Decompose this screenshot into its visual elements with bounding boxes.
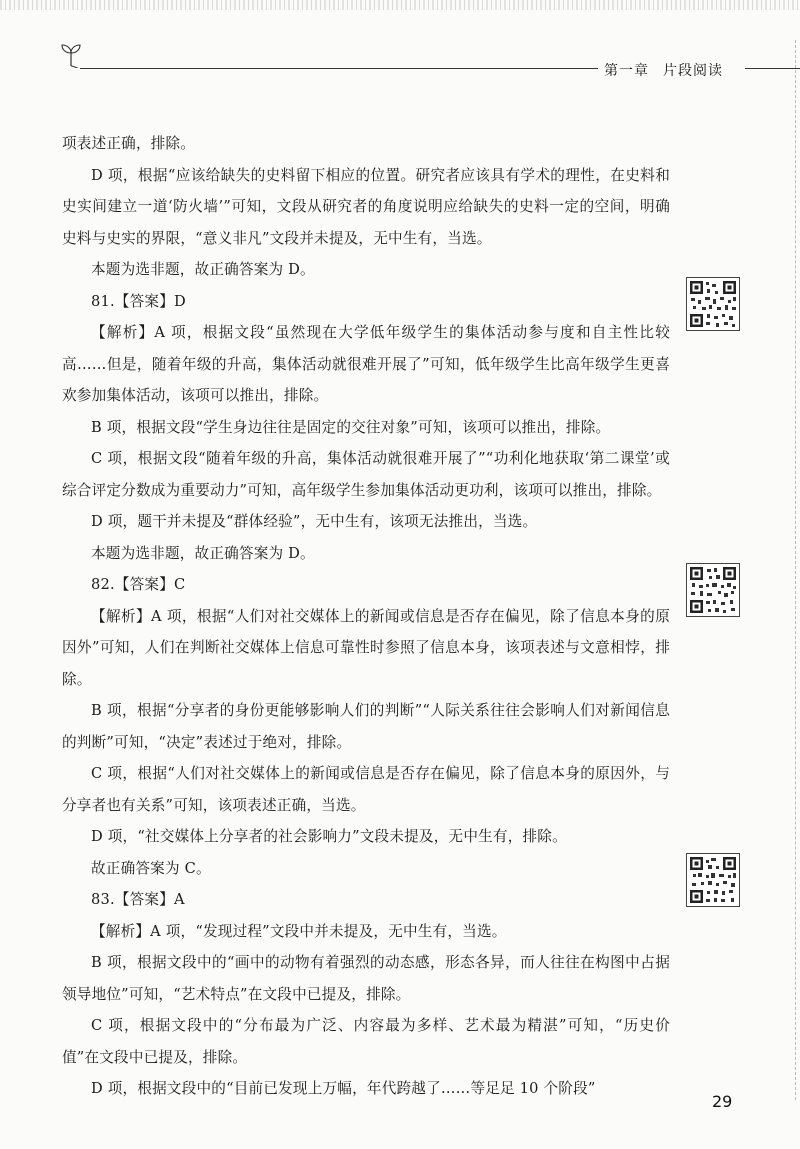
paragraph: D 项，“社交媒体上分享者的社会影响力”文段未提及，无中生有，排除。 xyxy=(91,828,567,845)
page-header xyxy=(0,38,800,88)
chapter-title: 片段阅读 xyxy=(663,63,723,79)
header-rule-right xyxy=(745,68,800,69)
paragraph: C 项，根据“人们对社交媒体上的新闻或信息是否存在偏见，除了信息本身的原因外，与分享者也有关系”可知，该项表述正确，当选。 xyxy=(62,765,670,814)
paragraph: C 项，根据文段中的“分布最为广泛、内容最为多样、艺术最为精湛”可知，“历史价值”在文段中已提及，排除。 xyxy=(62,1017,670,1066)
paragraph: 【解析】A 项，根据文段“虽然现在大学低年级学生的集体活动参与度和自主性比较高……但是，随着年级的升高，集体活动就很难开展了”可知，低年级学生比高年级学生更喜欢参加集体活动，该项可以推出，排除。 xyxy=(62,324,670,404)
header-rule-left xyxy=(80,68,598,69)
paragraph: 故正确答案为 C。 xyxy=(91,859,211,877)
qr-code-81[interactable] xyxy=(686,277,740,331)
chapter-label xyxy=(604,60,723,80)
paragraph: B 项，根据“分享者的身份更能够影响人们的判断”“人际关系往往会影响人们对新闻信息的判断”可知，“决定”表述过于绝对，排除。 xyxy=(62,702,670,751)
paragraph: 项表述正确，排除。 xyxy=(62,135,196,152)
paragraph: 本题为选非题，故正确答案为 D。 xyxy=(91,261,315,278)
answer-heading-81: 81.【答案】D xyxy=(91,292,186,310)
scan-edge xyxy=(795,40,798,1100)
paragraph: C 项，根据文段“随着年级的升高，集体活动就很难开展了”“功利化地获取‘第二课堂’或综合评定分数成为重要动力”可知，高年级学生参加集体活动更功利，该项可以推出，排除。 xyxy=(62,450,670,499)
page-number: 29 xyxy=(712,1092,733,1111)
paragraph: B 项，根据文段中的“画中的动物有着强烈的动态感，形态各异，而人往往在构图中占据领导地位”可知，“艺术特点”在文段中已提及，排除。 xyxy=(62,954,670,1003)
paragraph: B 项，根据文段“学生身边往往是固定的交往对象”可知，该项可以推出，排除。 xyxy=(91,418,611,436)
qr-code-82[interactable] xyxy=(686,563,740,617)
paragraph: 本题为选非题，故正确答案为 D。 xyxy=(91,544,315,562)
paragraph: 【解析】A 项，根据“人们对社交媒体上的新闻或信息是否存在偏见，除了信息本身的原因外”可知，人们在判断社交媒体上信息可靠性时参照了信息本身，该项表述与文意相悖，排除。 xyxy=(62,607,670,688)
paragraph: 【解析】A 项，“发现过程”文段中并未提及，无中生有，当选。 xyxy=(91,922,507,940)
qr-pattern-icon xyxy=(687,278,739,330)
sprout-icon xyxy=(58,42,84,68)
qr-pattern-icon xyxy=(687,854,739,906)
paragraph: D 项，根据文段中的“目前已发现上万幅，年代跨越了……等足足 10 个阶段” xyxy=(91,1080,596,1097)
answer-heading-83: 83.【答案】A xyxy=(91,891,185,908)
answer-heading-82: 82.【答案】C xyxy=(91,576,186,593)
paragraph: D 项，根据“应该给缺失的史料留下相应的位置。研究者应该具有学术的理性，在史料和史实间建立一道‘防火墙’”可知，文段从研究者的角度说明应给缺失的史料一定的空间，明确史料与史实的界限，“意义非凡”文段并未提及，无中生有，当选。 xyxy=(62,166,670,247)
answer-explanations xyxy=(62,128,670,1105)
chapter-number: 第一章 xyxy=(604,63,649,79)
scan-noise xyxy=(0,0,800,10)
qr-pattern-icon xyxy=(687,564,739,616)
qr-code-83[interactable] xyxy=(686,853,740,907)
paragraph: D 项，题干并未提及“群体经验”，无中生有，该项无法推出，当选。 xyxy=(91,513,538,530)
